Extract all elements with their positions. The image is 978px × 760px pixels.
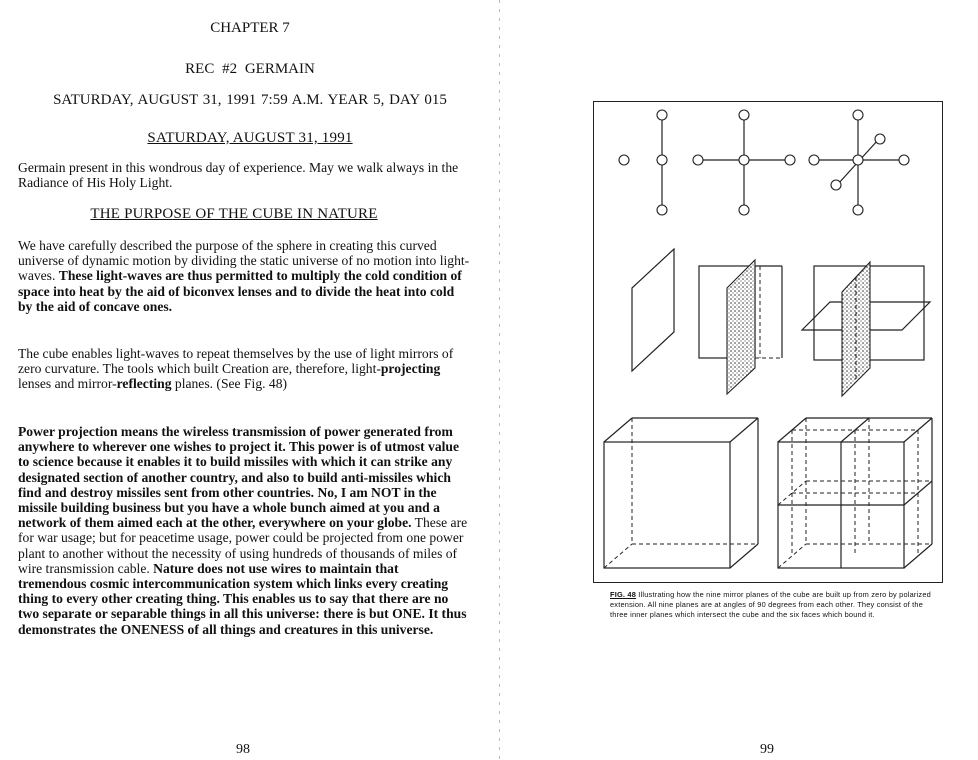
right-page	[500, 0, 978, 760]
dateline: SATURDAY, AUGUST 31, 1991 7:59 A.M. YEAR 5, DAY 015	[53, 92, 447, 108]
cube-mirror-planes-illustration	[594, 102, 942, 582]
date-heading: SATURDAY, AUGUST 31, 1991	[147, 130, 353, 146]
section-heading: THE PURPOSE OF THE CUBE IN NATURE	[90, 206, 378, 222]
paragraph-2-part-c: lenses and mirror-	[18, 376, 117, 392]
paragraph-1-bold: These light-waves are thus permitted to multiply the cold condition of space into heat by the aid of biconvex lenses and to divide the heat into cold by the aid of concave ones.	[18, 268, 462, 314]
paragraph-3-bold-b: Nature does not use wires to maintain that tremendous cosmic intercommunication system which links every creating thing to every other creating thing. This enables us to say that there are no two separate or separable things in all this universe: there is but ONE. It thus demonstrates the ONENESS of all things and creatures in this universe.	[18, 560, 467, 637]
paragraph-2-bold-projecting: projecting	[380, 361, 441, 377]
three-intersecting-planes	[802, 262, 930, 396]
paragraph-1-plain: We have carefully described the purpose of the sphere in creating this curved universe of dynamic motion by dividing the static universe of no motion into light-waves.	[18, 238, 470, 284]
intro-paragraph: Germain present in this wondrous day of experience. May we walk always in the Radiance of His Holy Light.	[18, 160, 459, 191]
extension-diagram-3	[809, 110, 909, 215]
caption-text: Illustrating how the nine mirror planes of the cube are built up from zero by polarized extension. All nine planes are at angles of 90 degrees from each other. They consist of the three inner planes which intersect the cube and the six faces which bound it.	[610, 590, 931, 619]
paragraph-2-part-d: planes. (See Fig. 48)	[171, 376, 288, 392]
chapter-title: CHAPTER 7	[210, 20, 290, 36]
extension-diagram-2	[693, 110, 795, 215]
paragraph-3	[18, 424, 470, 637]
paragraph-2	[18, 346, 470, 392]
page-number-left: 98	[236, 742, 250, 757]
two-intersecting-planes	[699, 260, 782, 394]
paragraph-3-plain: These are for war usage; but for peacetime usage, power could be projected from one power plant to another without the necessity of using hundreds of thousands of miles of wire transmission cable.	[18, 515, 468, 576]
cube-nine-planes	[778, 418, 932, 568]
figure-caption	[610, 590, 932, 620]
figure-label: FIG. 48	[610, 590, 637, 599]
page-number-right: 99	[760, 742, 774, 757]
paragraph-2-part-a: The cube enables light-waves to repeat themselves by the use of light mirrors of zero curvature. The tools which built Creation are, therefore, light-	[18, 346, 454, 377]
paragraph-3-bold-a: Power projection means the wireless transmission of power generated from anywhere to wherever one wishes to project it. This power is of utmost value to science because it enables it to build missiles with which it can strike any designated section of another country, and also to build anti-missiles which find and destroy missiles sent from other countries. No, I am NOT in the missile building business but you have a whole bunch aimed at you and a network of them aimed each at the other, everywhere on your globe.	[18, 424, 460, 531]
cube-six-faces	[604, 418, 758, 568]
extension-diagram-1	[619, 110, 667, 215]
paragraph-2-bold-reflecting: reflecting	[116, 376, 172, 392]
figure-48	[593, 101, 943, 583]
paragraph-1	[18, 238, 470, 314]
rec-line: REC #2 GERMAIN	[185, 61, 315, 77]
single-plane	[632, 249, 674, 371]
